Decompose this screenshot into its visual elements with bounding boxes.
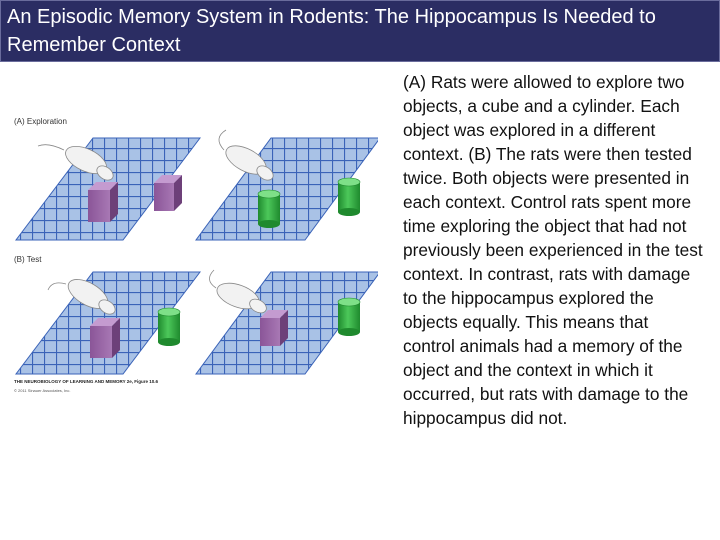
title-bar (0, 0, 720, 62)
cylinder-a2-left (258, 190, 280, 228)
figure-copyright: © 2011 Sinauer Associates, Inc. (14, 388, 71, 393)
slide-body-text: (A) Rats were allowed to explore two objects, a cube and a cylinder. Each object was explored in a different context. (B) The rats were then tested twice. Both objects were presented in each context. Control rats spent more time exploring the object that had not previously been experienced in the test context. In contrast, rats with damage to the hippocampus explored the objects equally. This means that control animals had a memory of the object and the context in which it occurred, but rats with damage to the hippocampus did not. (403, 72, 703, 428)
cube-a1-right (154, 175, 182, 211)
figure-label-test: (B) Test (14, 255, 42, 264)
cylinder-b2 (338, 298, 360, 336)
cube-b2 (260, 310, 288, 346)
figure-illustration (8, 100, 378, 400)
cylinder-b1 (158, 308, 180, 346)
cube-b1 (90, 318, 120, 358)
slide-title: An Episodic Memory System in Rodents: The Hippocampus Is Needed to Remember Context (7, 6, 656, 56)
figure-panel (8, 100, 378, 400)
figure-credit: THE NEUROBIOLOGY OF LEARNING AND MEMORY 2e, Figure 10.6 (14, 379, 159, 384)
cube-a1-left (88, 182, 118, 222)
cylinder-a2-right (338, 178, 360, 216)
figure-label-exploration: (A) Exploration (14, 117, 67, 126)
